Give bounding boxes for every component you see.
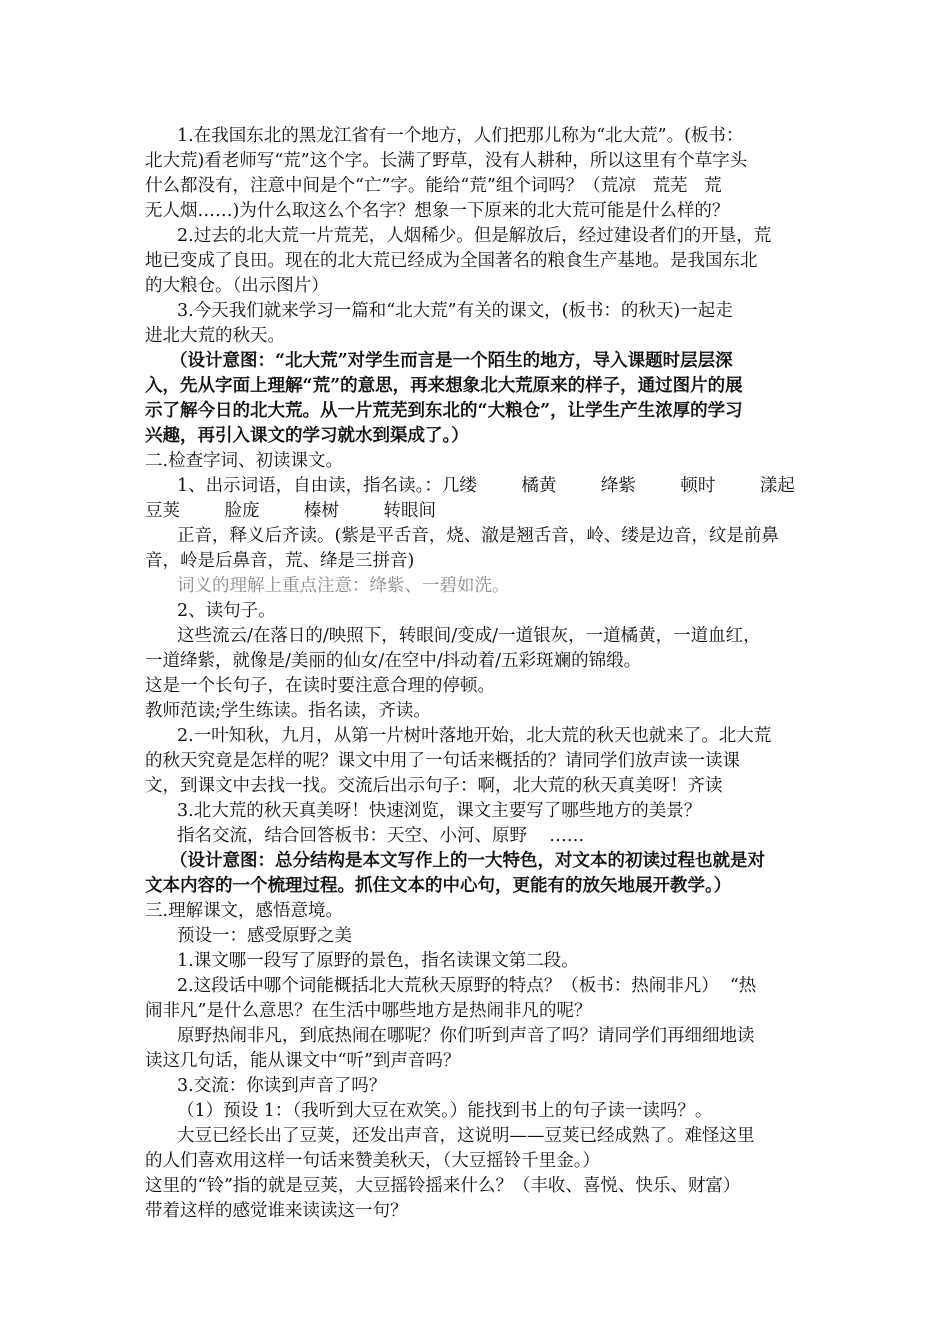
paragraph-line: 北大荒)看老师写“荒”这个字。长满了野草，没有人耕种，所以这里有个草字头 <box>145 151 748 171</box>
paragraph-line: 带着这样的感觉谁来读读这一句？ <box>145 1201 408 1221</box>
design-intent-line: 兴趣，再引入课文的学习就水到渠成了。） <box>145 426 469 446</box>
paragraph-line: （1）预设 1：（我听到大豆在欢笑。）能找到书上的句子读一读吗？。 <box>177 1101 713 1121</box>
paragraph-line: 预设一：感受原野之美 <box>177 926 352 946</box>
paragraph-line: 的大粮仓。（出示图片） <box>145 276 329 296</box>
paragraph-line: 一道绛紫，就像是/美丽的仙女/在空中/抖动着/五彩斑斓的锦缎。 <box>145 651 642 671</box>
paragraph-line: 什么都没有，注意中间是个“亡”字。能给“荒”组个词吗？（荒凉 荒芜 荒 <box>145 176 722 196</box>
design-intent-line: 入，先从字面上理解“荒”的意思，再来想象北大荒原来的样子，通过图片的展 <box>145 376 743 396</box>
paragraph-line: 教师范读;学生练读。指名读，齐读。 <box>145 701 431 721</box>
paragraph-line: 这是一个长句子，在读时要注意合理的停顿。 <box>145 676 495 696</box>
paragraph-line: 2.一叶知秋，九月，从第一片树叶落地开始，北大荒的秋天也就来了。北大荒 <box>177 726 772 746</box>
paragraph-line: 的人们喜欢用这样一句话来赞美秋天，（大豆摇铃千里金。） <box>145 1151 600 1171</box>
paragraph-line: 这里的“铃”指的就是豆荚，大豆摇铃摇来什么？（丰收、喜悦、快乐、财富） <box>145 1176 741 1196</box>
paragraph-line: 豆荚 脸庞 榛树 转眼间 <box>145 501 437 521</box>
paragraph-line: 指名交流，结合回答板书：天空、小河、原野 …… <box>177 826 585 846</box>
paragraph-line: 2、读句子。 <box>177 601 276 621</box>
paragraph-line: 2.过去的北大荒一片荒芜，人烟稀少。但是解放后，经过建设者们的开垦，荒 <box>177 226 772 246</box>
paragraph-line: 3.北大荒的秋天真美呀！快速浏览，课文主要写了哪些地方的美景？ <box>177 801 702 821</box>
design-intent-line: 示了解今日的北大荒。从一片荒芜到东北的“大粮仓”，让学生产生浓厚的学习 <box>145 401 743 421</box>
paragraph-line: 无人烟……)为什么取这么个名字？想象一下原来的北大荒可能是什么样的？ <box>145 201 730 221</box>
section-heading: 三.理解课文，感悟意境。 <box>145 901 344 921</box>
paragraph-line: 1.在我国东北的黑龙江省有一个地方，人们把那儿称为“北大荒”。(板书： <box>177 126 744 146</box>
paragraph-line: 地已变成了良田。现在的北大荒已经成为全国著名的粮食生产基地。是我国东北 <box>145 251 758 271</box>
design-intent-line: （设计意图：总分结构是本文写作上的一大特色，对文本的初读过程也就是对 <box>170 851 765 871</box>
paragraph-line: 这些流云/在落日的/映照下，转眼间/变成/一道银灰，一道橘黄，一道血红， <box>177 626 761 646</box>
paragraph-line: 文，到课文中去找一找。交流后出示句子：啊，北大荒的秋天真美呀！齐读 <box>145 776 723 796</box>
paragraph-line: 读这几句话，能从课文中“听”到声音吗？ <box>145 1051 461 1071</box>
design-intent-line: （设计意图：“北大荒”对学生而言是一个陌生的地方，导入课题时层层深 <box>170 351 733 371</box>
paragraph-line: 1.课文哪一段写了原野的景色，指名读课文第二段。 <box>177 951 579 971</box>
paragraph-line: 原野热闹非凡，到底热闹在哪呢？你们听到声音了吗？请同学们再细细地读 <box>177 1026 755 1046</box>
section-heading: 二.检查字词、初读课文。 <box>145 451 344 471</box>
paragraph-line: 正音，释义后齐读。(紫是平舌音，烧、澈是翘舌音，岭、缕是边音，纹是前鼻 <box>177 526 779 546</box>
paragraph-line: 1、出示词语，自由读，指名读。：几缕 橘黄 绛紫 顿时 漾起 <box>177 476 795 496</box>
paragraph-line: 大豆已经长出了豆荚，还发出声音，这说明——豆荚已经成熟了。难怪这里 <box>177 1126 755 1146</box>
paragraph-line: 进北大荒的秋天。 <box>145 326 285 346</box>
paragraph-line: 2.这段话中哪个词能概括北大荒秋天原野的特点？（板书：热闹非凡） “热 <box>177 976 757 996</box>
paragraph-line: 的秋天究竟是怎样的呢？课文中用了一句话来概括的？请同学们放声读一读课 <box>145 751 740 771</box>
paragraph-line: 词义的理解上重点注意：绛紫、一碧如洗。 <box>177 576 510 596</box>
design-intent-line: 文本内容的一个梳理过程。抓住文本的中心句，更能有的放矢地展开教学。） <box>145 876 732 896</box>
paragraph-line: 闹非凡”是什么意思？在生活中哪些地方是热闹非凡的呢？ <box>145 1001 592 1021</box>
paragraph-line: 3.今天我们就来学习一篇和“北大荒”有关的课文，(板书：的秋天)一起走 <box>177 301 733 321</box>
paragraph-line: 音，岭是后鼻音，荒、绛是三拼音) <box>145 551 415 571</box>
paragraph-line: 3.交流：你读到声音了吗？ <box>177 1076 387 1096</box>
